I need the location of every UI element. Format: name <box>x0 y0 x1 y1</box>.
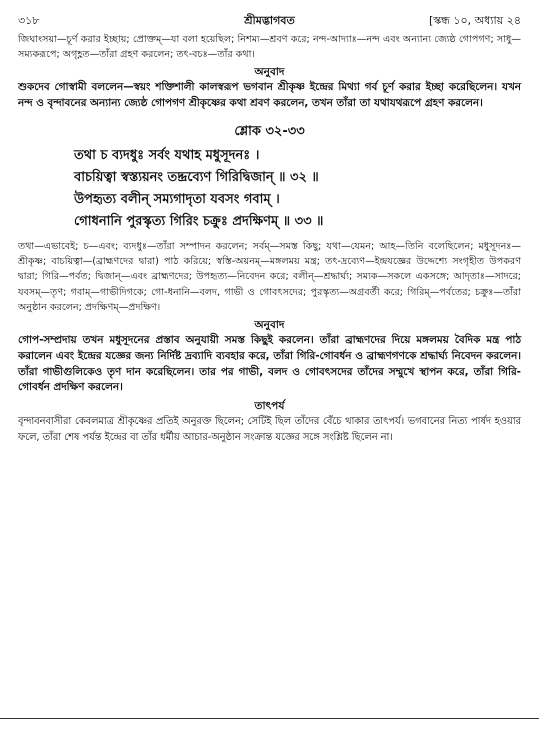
translation-heading: অনুবাদ <box>254 319 285 332</box>
chapter-reference: [স্কন্ধ ১০, অধ্যায় ২৪ <box>428 14 521 27</box>
translation-heading: অনুবাদ <box>254 66 285 79</box>
running-title: শ্রীমদ্ভাগবত <box>244 14 295 27</box>
book-page <box>18 6 521 445</box>
purport-text: বৃন্দাবনবাসীরা কেবলমাত্র শ্রীকৃষ্ণের প্রতিই অনুরক্ত ছিলেন; সেটিই ছিল তাঁদের বেঁচে থাকার তাৎপর্য। ভগবানের নিত্য পার্ষদ হওয়ার ফলে, তাঁরা শেষ পর্যন্ত ইন্দ্রের বা তাঁর ধর্মীয় আচার-অনুষ্ঠান সংক্রান্ত যজ্ঞের সঙ্গে সংশ্লিষ্ট ছিলেন না। <box>18 416 521 443</box>
purport-heading: তাৎপর্য <box>254 400 285 413</box>
translation-text: শুকদেব গোস্বামী বললেন—স্বয়ং শক্তিশালী কালস্বরূপ ভগবান শ্রীকৃষ্ণ ইন্দ্রের মিথ্যা গর্ব চূর্ণ করার ইচ্ছা করেছিলেন। যখন নন্দ ও বৃন্দাবনের অন্যান্য জ্যেষ্ঠ গোপগণ শ্রীকৃষ্ণের কথা শ্রবণ করলেন, তখন তাঁরা তা যথাযথরূপে গ্রহণ করলেন। <box>18 81 521 110</box>
synonyms-text: তথা—এভাবেই; চ—এবং; ব্যদধুঃ—তাঁরা সম্পাদন করলেন; সর্বম্—সমস্ত কিছু; যথা—যেমন; আহ—তিনি বলেছিলেন; মধুসূদনঃ—শ্রীকৃষ্ণ; বাচয়িত্বা—(ব্রাহ্মণদের দ্বারা) পাঠ করিয়ে; স্বস্তি-অয়নম্—মঙ্গলময় মন্ত্র; তৎ-দ্রব্যেণ—ইন্দ্রযজ্ঞের উদ্দেশ্যে সংগৃহীত উপকরণ দ্বারা; গিরি—পর্বত; দ্বিজান্—এবং ব্রাহ্মণদের; উপহৃত্য—নিবেদন করে; বলীন্—শ্রদ্ধার্ঘ্য; সম্যক—সকলে একসঙ্গে; আদৃতাঃ—সাদরে; যবসম্—তৃণ; গবাম্—গাভীদিগকে; গো-ধনানি—বলদ, গাভী ও গোবৎসদের; পুরস্কৃত্য—অগ্রবর্তী করে; গিরিম্—পর্বতের; চক্রুঃ—তাঁরা অনুষ্ঠান করলেন; প্রদক্ষিণম্—প্রদক্ষিণ। <box>18 241 521 313</box>
verse-heading: শ্লোক ৩২-৩৩ <box>234 124 305 139</box>
verse-block <box>74 145 521 233</box>
verse-line: বাচয়িত্বা স্বস্ত্যয়নং তদ্দ্রব্যেণ গিরিদ্বিজান্ ॥ ৩২ ॥ <box>74 170 319 185</box>
bottom-divider <box>0 718 539 719</box>
page-header <box>18 6 521 32</box>
verse-line: উপহৃত্য বলীন্ সম্যগাদৃতা যবসং গবাম্ । <box>74 192 280 207</box>
verse-line: তথা চ ব্যদধুঃ সর্বং যথাহ মধুসূদনঃ । <box>74 148 260 163</box>
verse-line: গোধনানি পুরস্কৃত্য গিরিং চক্রুঃ প্রদক্ষিণম্ ॥ ৩৩ ॥ <box>74 214 324 229</box>
top-synonyms: জিঘাংসয়া—চূর্ণ করার ইচ্ছায়; প্রোক্তম্—যা বলা হয়েছিল; নিশম্য—শ্রবণ করে; নন্দ-আদ্যাঃ—নন্দ এবং অন্যান্য জ্যেষ্ঠ গোপগণ; সাধু—সম্যকরূপে; অগৃহ্ণত—তাঁরা গ্রহণ করলেন; তৎ-বচঃ—তাঁর কথা। <box>18 34 521 61</box>
translation-text: গোপ-সম্প্রদায় তখন মধুসূদনের প্রস্তাব অনুযায়ী সমস্ত কিছুই করলেন। তাঁরা ব্রাহ্মণদের দিয়ে মঙ্গলময় বৈদিক মন্ত্র পাঠ করালেন এবং ইন্দ্রের যজ্ঞের জন্য নির্দিষ্ট দ্রব্যাদি ব্যবহার করে, তাঁরা গিরি-গোবর্ধন ও ব্রাহ্মণগণকে শ্রদ্ধার্ঘ্য নিবেদন করলেন। তাঁরা গাভীগুলিকেও তৃণ দান করেছিলেন। তার পর গাভী, বলদ ও গোবৎসদের তাঁদের সম্মুখে স্থাপন করে, তাঁরা গিরি-গোবর্ধন প্রদক্ষিণ করলেন। <box>18 334 521 394</box>
page-number: ৩১৮ <box>18 14 40 27</box>
